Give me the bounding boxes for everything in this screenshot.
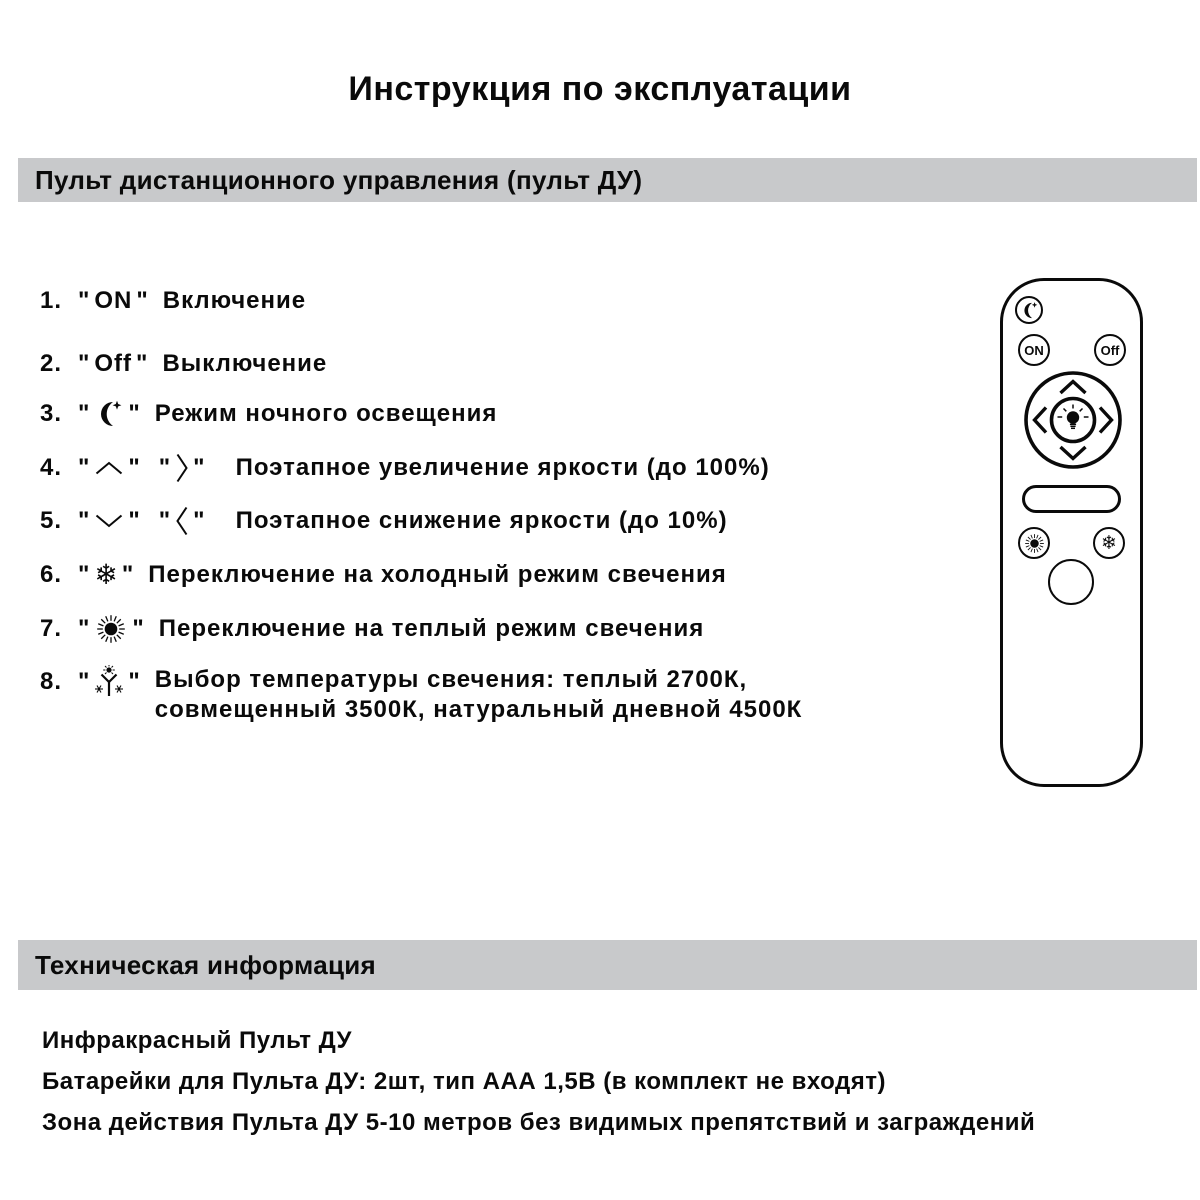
list-item-label: Переключение на теплый режим свечения xyxy=(158,615,705,642)
list-item-off xyxy=(40,346,960,382)
list-item-label: Переключение на холодный режим свечения xyxy=(148,561,727,588)
list-item-label: Поэтапное снижение яркости (до 10%) xyxy=(235,507,728,534)
list-item-number: 7. xyxy=(40,615,63,642)
remote-buttons-list xyxy=(40,283,960,725)
quote-mark: " xyxy=(128,400,141,427)
label-line-1: Выбор температуры свечения: теплый 2700К, xyxy=(154,666,748,693)
list-item-label: Включение xyxy=(162,287,307,314)
dpad-arrows-icon xyxy=(1023,370,1123,470)
quote-mark: " xyxy=(121,561,135,588)
wide-button xyxy=(1022,485,1121,513)
quote-mark: " xyxy=(136,350,149,377)
list-item-on xyxy=(40,283,960,319)
section-header-remote-label: Пульт дистанционного управления (пульт ДУ) xyxy=(35,164,643,195)
chevron-right-icon xyxy=(175,452,189,484)
quote-mark: " xyxy=(128,454,141,481)
chevron-up-icon xyxy=(94,460,124,476)
list-item-number: 1. xyxy=(40,287,63,314)
quote-mark: " xyxy=(78,668,91,695)
section-header-tech xyxy=(18,940,1197,990)
tech-line: Зона действия Пульта ДУ 5-10 метров без видимых препятствий и заграждений xyxy=(42,1109,1036,1136)
quote-mark: " xyxy=(193,507,206,534)
moon-star-icon xyxy=(94,399,124,429)
quote-mark: " xyxy=(78,561,91,588)
sun-icon xyxy=(1023,532,1046,555)
list-item-number: 4. xyxy=(40,454,63,481)
warm-mode-button xyxy=(1018,527,1050,559)
quote-mark: " xyxy=(78,615,91,642)
technical-info xyxy=(42,1026,1035,1137)
round-button xyxy=(1048,559,1094,605)
cold-mode-button xyxy=(1093,527,1125,559)
list-item-label xyxy=(155,665,803,725)
temperature-select-icon xyxy=(94,665,124,699)
on-button-label: ON xyxy=(1024,342,1044,358)
quote-mark: " xyxy=(158,507,172,534)
light-bulb-icon xyxy=(1058,405,1089,429)
list-item-label: Выключение xyxy=(162,350,328,377)
off-button-label: Off xyxy=(1100,342,1120,358)
quote-mark: " xyxy=(132,615,145,642)
remote-control-drawing xyxy=(1000,278,1143,787)
label-line-2: совмещенный 3500К, натуральный дневной 4500К xyxy=(154,696,803,723)
on-button-text: ON xyxy=(94,287,133,314)
quote-mark: " xyxy=(128,507,141,534)
night-mode-button xyxy=(1015,296,1043,324)
tech-line: Инфракрасный Пульт ДУ xyxy=(42,1027,352,1054)
quote-mark: " xyxy=(78,287,91,314)
quote-mark: " xyxy=(78,400,91,427)
list-item-night-mode xyxy=(40,396,960,432)
quote-mark: " xyxy=(193,454,206,481)
chevron-left-icon xyxy=(175,505,189,537)
list-item-label: Поэтапное увеличение яркости (до 100%) xyxy=(235,454,770,481)
list-item-warm-mode xyxy=(40,611,960,647)
chevron-down-icon xyxy=(94,513,124,529)
quote-mark: " xyxy=(136,287,149,314)
list-item-number: 5. xyxy=(40,507,63,534)
section-header-remote xyxy=(18,158,1197,202)
quote-mark: " xyxy=(158,454,172,481)
list-item-brightness-up xyxy=(40,450,960,486)
list-item-label: Режим ночного освещения xyxy=(154,400,498,427)
list-item-number: 2. xyxy=(40,350,63,377)
sun-icon xyxy=(94,612,128,646)
moon-star-icon xyxy=(1020,301,1039,320)
quote-mark: " xyxy=(128,668,141,695)
off-button xyxy=(1094,334,1126,366)
list-item-brightness-down xyxy=(40,503,960,539)
list-item-temperature-select xyxy=(40,665,960,725)
page-title: Инструкция по эксплуатации xyxy=(348,70,852,108)
off-button-text: Off xyxy=(94,350,133,377)
quote-mark: " xyxy=(78,350,91,377)
snowflake-icon: ❄ xyxy=(94,558,118,591)
list-item-number: 3. xyxy=(40,400,63,427)
snowflake-icon: ❄ xyxy=(1101,531,1117,554)
on-button xyxy=(1018,334,1050,366)
section-header-tech-label: Техническая информация xyxy=(35,949,376,980)
list-item-cold-mode xyxy=(40,557,960,593)
quote-mark: " xyxy=(78,454,91,481)
quote-mark: " xyxy=(78,507,91,534)
tech-line: Батарейки для Пульта ДУ: 2шт, тип ААА 1,5В (в комплект не входят) xyxy=(42,1068,886,1095)
list-item-number: 8. xyxy=(40,668,63,695)
list-item-number: 6. xyxy=(40,561,63,588)
